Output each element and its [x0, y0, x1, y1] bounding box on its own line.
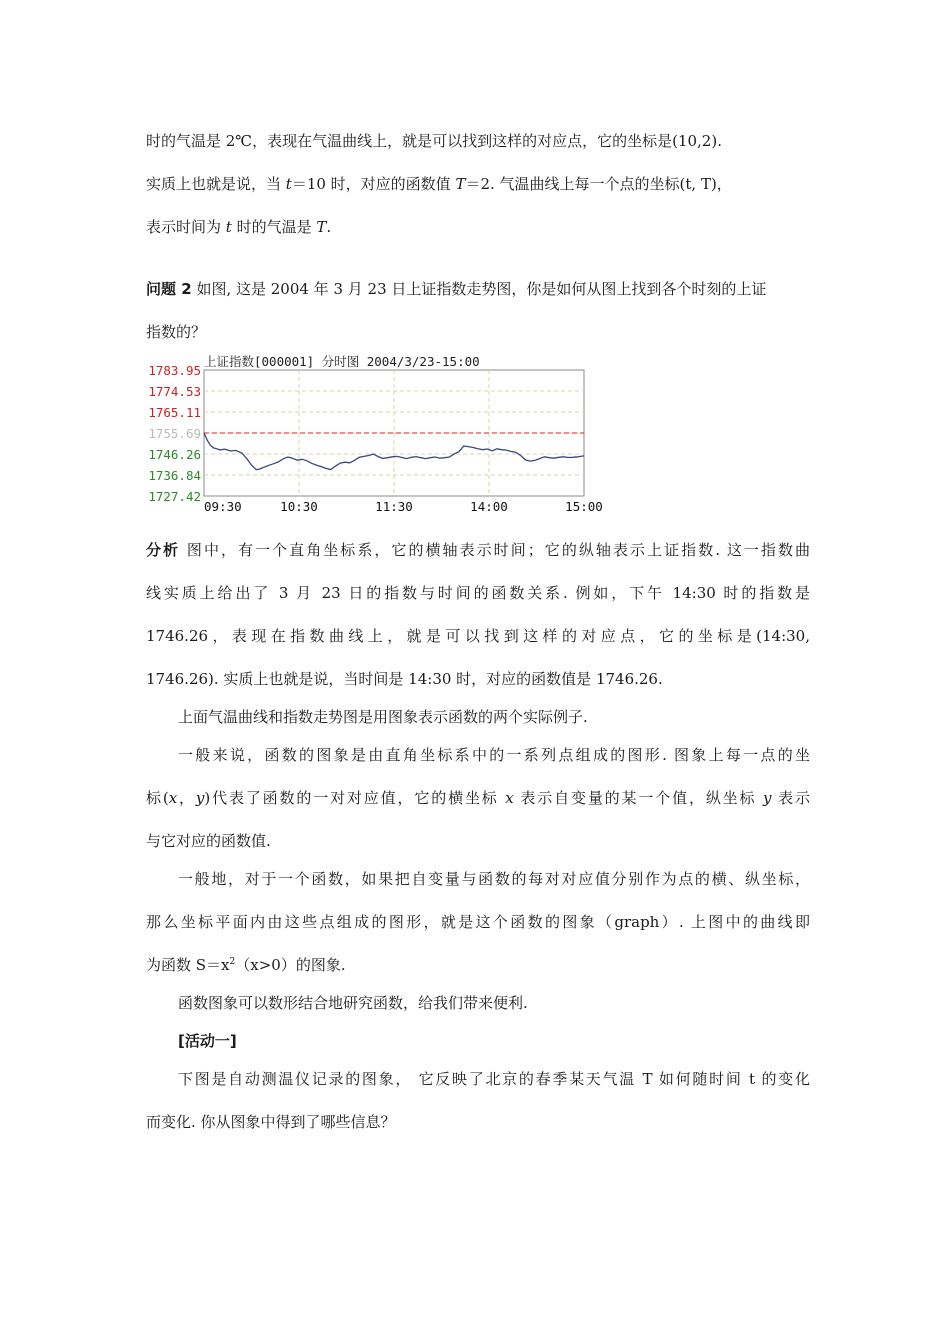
question-line-2: 指数的？: [146, 323, 207, 341]
activity-line-2: 而变化. 你从图象中得到了哪些信息？: [146, 1113, 396, 1131]
analysis-label: 分析: [146, 541, 181, 559]
x-tick-label: 14:00: [470, 499, 508, 514]
y-tick-label: 1774.53: [148, 384, 201, 399]
activity-line-1: 下图是自动测温仪记录的图象， 它反映了北京的春季某天气温 T 如何随时间 t 的变化: [178, 1070, 810, 1088]
para1-line-1: 时的气温是 2℃，表现在气温曲线上，就是可以找到这样的对应点，它的坐标是(10,2).: [146, 132, 722, 150]
y-tick-label: 1755.69: [148, 426, 201, 441]
y-tick-label: 1746.26: [148, 447, 201, 462]
general-line-2: 标(x，y)代表了函数的一对对应值，它的横坐标 x 表示自变量的某一个值，纵坐标 y 表示: [146, 789, 810, 807]
analysis-line-1: 分析 图中，有一个直角坐标系，它的横轴表示时间；它的纵轴表示上证指数. 这一指数曲: [146, 541, 810, 559]
index-chart: [146, 353, 622, 516]
y-tick-label: 1765.11: [148, 405, 201, 420]
para-benefit: 函数图象可以数形结合地研究函数，给我们带来便利.: [178, 994, 528, 1012]
y-tick-label: 1727.42: [148, 489, 201, 504]
question-line-1: 问题 2 如图, 这是 2004 年 3 月 23 日上证指数走势图，你是如何从图上找到各个时刻的上证: [146, 280, 767, 298]
para1-line-3: 表示时间为 t 时的气温是 T.: [146, 218, 332, 236]
x-tick-label: 09:30: [204, 499, 242, 514]
x-tick-labels: [204, 499, 603, 514]
def-line-3: 为函数 $S=x^2(x>0)$的图象.: [146, 956, 346, 974]
analysis-line-2: 线实质上给出了 3 月 23 日的指数与时间的函数关系. 例如，下午 14:30 时的指数是: [146, 584, 810, 602]
para1-line-2: 实质上也就是说，当 t＝10 时，对应的函数值 T＝2. 气温曲线上每一个点的坐标(t, T)，: [146, 175, 732, 193]
x-tick-label: 15:00: [565, 499, 603, 514]
def-line-1: 一般地，对于一个函数，如果把自变量与函数的每对对应值分别作为点的横、纵坐标，: [178, 870, 810, 888]
chart-title: 上证指数[000001] 分时图 2004/3/23-15:00: [204, 354, 480, 369]
question-label: 问题 2: [146, 280, 192, 298]
y-tick-label: 1783.95: [148, 363, 201, 378]
x-tick-label: 10:30: [280, 499, 318, 514]
y-tick-label: 1736.84: [148, 468, 201, 483]
x-tick-label: 11:30: [375, 499, 413, 514]
analysis-line-3: 1746.26，表现在指数曲线上，就是可以找到这样的对应点，它的坐标是(14:30,: [146, 627, 810, 645]
general-line-1: 一般来说，函数的图象是由直角坐标系中的一系列点组成的图形. 图象上每一点的坐: [178, 746, 810, 764]
def-line-2: 那么坐标平面内由这些点组成的图形，就是这个函数的图象（graph）. 上图中的曲线即: [146, 913, 810, 931]
activity-title: [活动一]: [178, 1032, 237, 1050]
general-line-3: 与它对应的函数值.: [146, 832, 271, 850]
y-tick-labels: [148, 363, 201, 504]
analysis-line-4: 1746.26). 实质上也就是说，当时间是 14:30 时，对应的函数值是 1746.26.: [146, 670, 663, 688]
para-examples: 上面气温曲线和指数走势图是用图象表示函数的两个实际例子.: [178, 708, 588, 726]
